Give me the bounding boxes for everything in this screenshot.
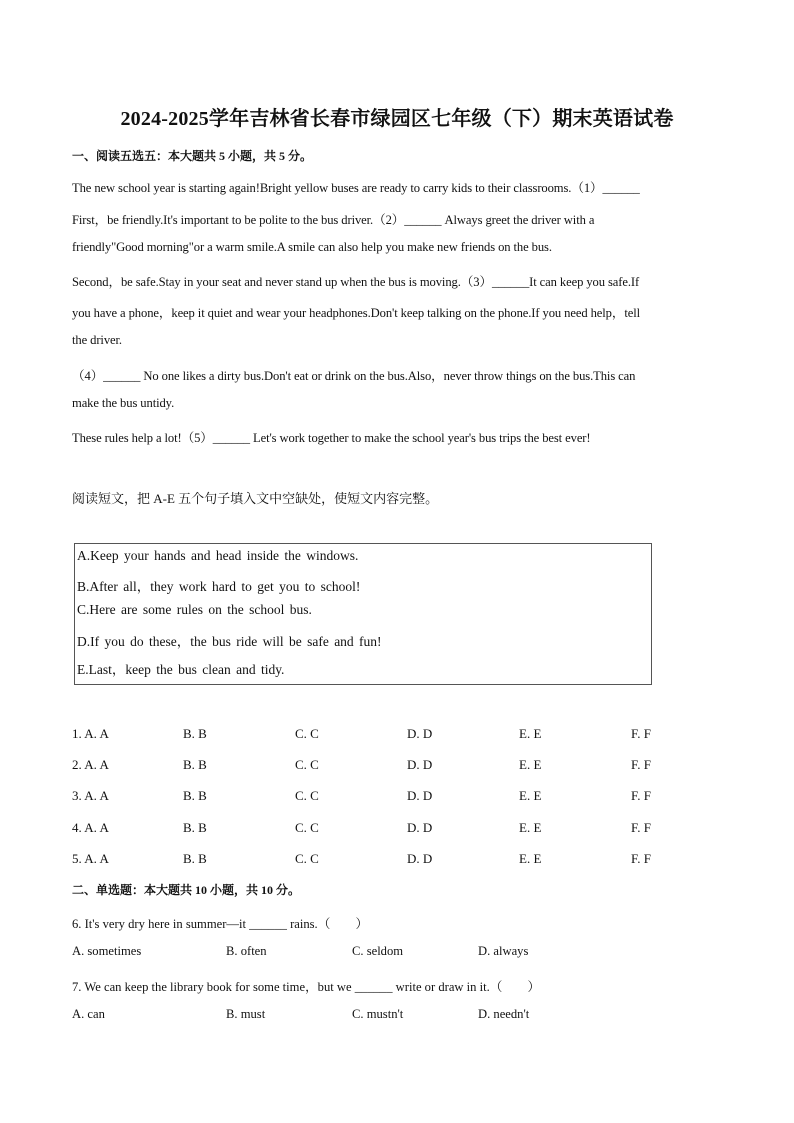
question-7-option-d[interactable]: D. needn't <box>478 1007 530 1021</box>
choice[interactable]: C. C <box>295 851 319 866</box>
section-1-heading: 一、阅读五选五：本大题共 5 小题，共 5 分。 <box>72 149 313 163</box>
passage-line: you have a phone，keep it quiet and wear your headphones.Don't keep talking on the phone.If you need help，tell <box>72 306 641 320</box>
question-7-option-c[interactable]: C. mustn't <box>352 1007 404 1021</box>
choice[interactable]: F. F <box>631 757 651 772</box>
choice[interactable]: D. D <box>407 726 433 741</box>
choice[interactable]: 4. A. A <box>72 820 109 835</box>
choice[interactable]: E. E <box>519 820 542 835</box>
sentence-option-b: B.After all，they work hard to get you to school! <box>77 579 361 594</box>
question-6-option-a[interactable]: A. sometimes <box>72 944 142 958</box>
choice[interactable]: D. D <box>407 788 433 803</box>
sentence-option-a: A.Keep your hands and head inside the windows. <box>77 548 359 563</box>
question-6-stem: 6. It's very dry here in summer—it ______ rains.（ ） <box>72 917 369 931</box>
choice[interactable]: 2. A. A <box>72 757 109 772</box>
choice[interactable]: 5. A. A <box>72 851 109 866</box>
passage-line: make the bus untidy. <box>72 396 175 410</box>
passage-line: the driver. <box>72 333 122 347</box>
passage-line: First，be friendly.It's important to be polite to the bus driver.（2）______ Always greet the driver with a <box>72 213 595 227</box>
choice[interactable]: C. C <box>295 757 319 772</box>
choice[interactable]: 3. A. A <box>72 788 109 803</box>
choice[interactable]: D. D <box>407 851 433 866</box>
sentence-options-box <box>74 543 652 685</box>
question-7-stem: 7. We can keep the library book for some time，but we ______ write or draw in it.（ ） <box>72 980 541 994</box>
sentence-option-c: C.Here are some rules on the school bus. <box>77 602 312 617</box>
passage-line: These rules help a lot!（5）______ Let's work together to make the school year's bus trips the best ever! <box>72 431 591 445</box>
passage-line: （4）______ No one likes a dirty bus.Don't eat or drink on the bus.Also，never throw things on the bus.This can <box>72 369 636 383</box>
passage-line: The new school year is starting again!Bright yellow buses are ready to carry kids to their classrooms.（1）______ <box>72 181 640 195</box>
choice[interactable]: B. B <box>183 820 207 835</box>
passage-line: friendly"Good morning"or a warm smile.A smile can also help you make new friends on the bus. <box>72 240 552 254</box>
choice[interactable]: E. E <box>519 726 542 741</box>
choice[interactable]: C. C <box>295 726 319 741</box>
question-7-option-a[interactable]: A. can <box>72 1007 105 1021</box>
question-7-option-b[interactable]: B. must <box>226 1007 266 1021</box>
choice[interactable]: F. F <box>631 851 651 866</box>
choice[interactable]: F. F <box>631 726 651 741</box>
choice[interactable]: B. B <box>183 788 207 803</box>
question-6-option-b[interactable]: B. often <box>226 944 267 958</box>
sentence-option-d: D.If you do these，the bus ride will be safe and fun! <box>77 634 382 649</box>
page-title: 2024-2025学年吉林省长春市绿园区七年级（下）期末英语试卷 <box>120 108 674 130</box>
choice[interactable]: E. E <box>519 788 542 803</box>
instruction-text: 阅读短文，把 A-E 五个句子填入文中空缺处，使短文内容完整。 <box>72 491 439 506</box>
choice[interactable]: C. C <box>295 788 319 803</box>
choice[interactable]: D. D <box>407 757 433 772</box>
choice[interactable]: 1. A. A <box>72 726 109 741</box>
choice[interactable]: B. B <box>183 726 207 741</box>
choice[interactable]: F. F <box>631 788 651 803</box>
passage-line: Second，be safe.Stay in your seat and never stand up when the bus is moving.（3）______It can keep you safe.If <box>72 275 640 289</box>
choice[interactable]: E. E <box>519 851 542 866</box>
question-6-option-c[interactable]: C. seldom <box>352 944 404 958</box>
section-2-heading: 二、单选题：本大题共 10 小题，共 10 分。 <box>72 883 301 897</box>
sentence-option-e: E.Last，keep the bus clean and tidy. <box>77 662 285 677</box>
choice[interactable]: F. F <box>631 820 651 835</box>
choice[interactable]: B. B <box>183 757 207 772</box>
choice[interactable]: C. C <box>295 820 319 835</box>
choice[interactable]: E. E <box>519 757 542 772</box>
question-6-option-d[interactable]: D. always <box>478 944 529 958</box>
choice[interactable]: B. B <box>183 851 207 866</box>
choice[interactable]: D. D <box>407 820 433 835</box>
